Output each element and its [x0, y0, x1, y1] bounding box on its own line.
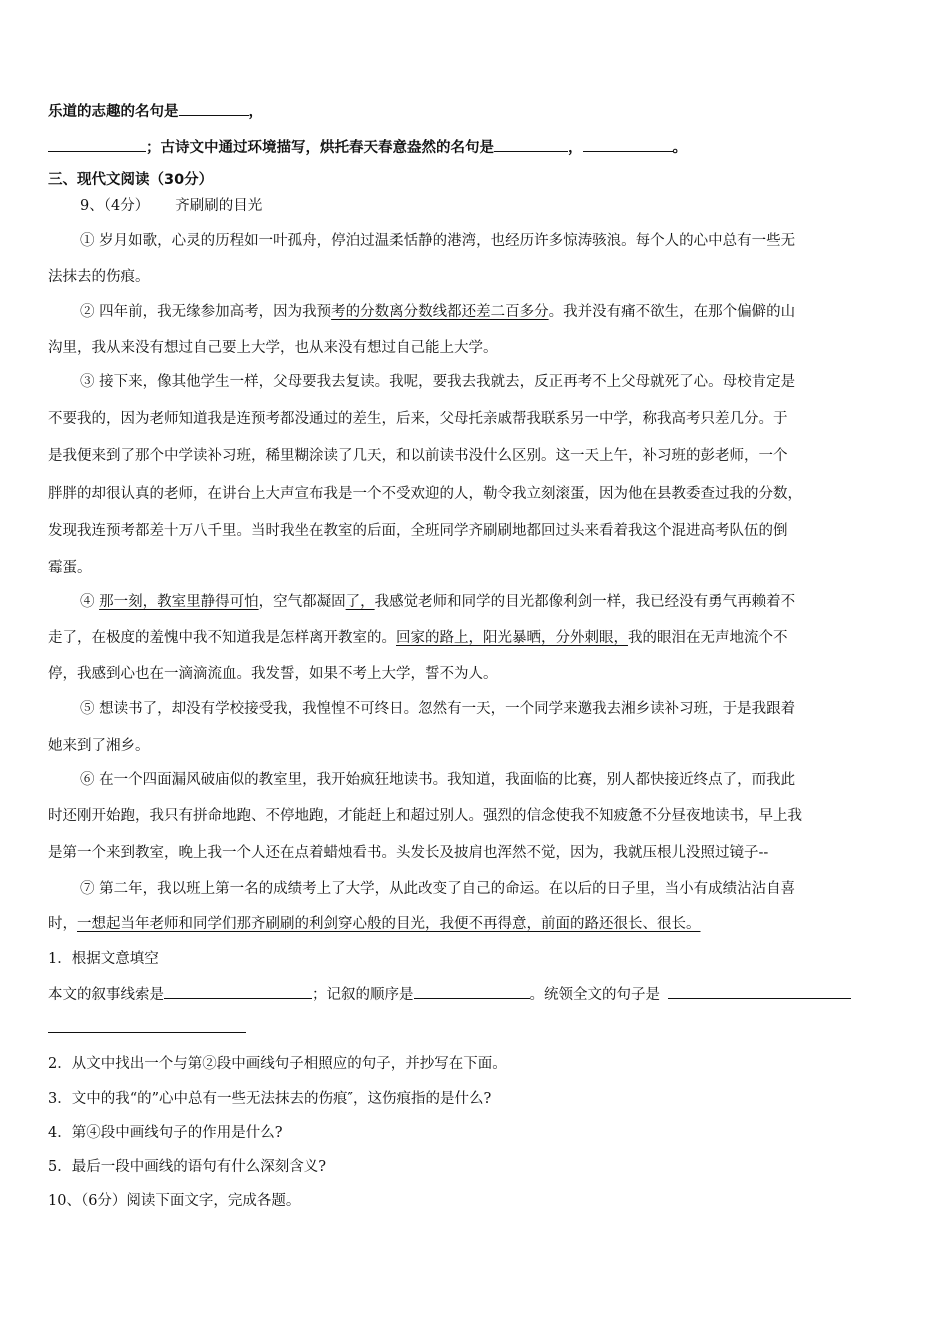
underlined-sentence: 回家的路上，阳光暴晒，分外刺眼， [396, 630, 628, 646]
question-1-blanks: 本文的叙事线索是 ；记叙的顺序是 。统领全文的句子是 [48, 984, 908, 1005]
paragraph-2: ② 四年前，我无缘参加高考，因为我预考的分数离分数线都还差二百多分。我并没有痛不欲生，在那个偏僻的山 [80, 304, 796, 320]
paragraph-7: ⑦ 第二年，我以班上第一名的成绩考上了大学，从此改变了自己的命运。在以后的日子里，当小有成绩沾沾自喜 [80, 881, 796, 897]
question-1-title: 1．根据文意填空 [48, 951, 159, 967]
answer-blank[interactable] [48, 1018, 246, 1033]
paragraph-4: ④ 那一刻，教室里静得可怕，空气都凝固了，我感觉老师和同学的目光都像利剑一样，我已经没有勇气再赖着不 [80, 594, 796, 610]
paragraph-6: ⑥ 在一个四面漏风破庙似的教室里，我开始疯狂地读书。我知道，我面临的比赛，别人都快接近终点了，而我此 [80, 772, 796, 788]
underlined-sentence: 考的分数离分数线都还差二百多分 [331, 304, 549, 320]
question-2: 2．从文中找出一个与第②段中画线句子相照应的句子，并抄写在下面。 [48, 1056, 507, 1072]
answer-blank[interactable] [583, 137, 673, 152]
answer-blank[interactable] [414, 984, 530, 999]
paragraph-1: ① 岁月如歌，心灵的历程如一叶孤舟，停泊过温柔恬静的港湾，也经历许多惊涛骇浪。每个人的心中总有一些无 [80, 233, 796, 249]
question-3: 3．文中的我“的”心中总有一些无法抹去的伤痕″，这伤痕指的是什么? [48, 1091, 492, 1107]
answer-blank[interactable] [494, 137, 568, 152]
question-9-header: 9、（4分） 齐刷刷的目光 [80, 198, 263, 214]
answer-blank[interactable] [164, 984, 312, 999]
question-text: 乐道的志趣的名句是 [48, 104, 179, 120]
fill-blank-line-2: ；古诗文中通过环境描写，烘托春天春意盎然的名句是 ， 。 [48, 137, 908, 158]
paragraph-5: ⑤ 想读书了，却没有学校接受我，我惶惶不可终日。忽然有一天，一个同学来邀我去湘乡读补习班，于是我跟着 [80, 701, 796, 717]
question-5: 5．最后一段中画线的语句有什么深刻含义? [48, 1159, 326, 1175]
underlined-sentence: 了， [345, 594, 375, 610]
answer-blank[interactable] [179, 101, 249, 116]
fill-blank-line-1: 乐道的志趣的名句是 ， [48, 101, 908, 122]
paragraph-3: ③ 接下来，像其他学生一样，父母要我去复读。我呢，要我去我就去，反正再考不上父母就死了心。母校肯定是 [80, 374, 796, 390]
exam-page: 乐道的志趣的名句是 ， ；古诗文中通过环境描写，烘托春天春意盎然的名句是 ， 。 三、现代文阅读（30分） 9、（4分） 齐刷刷的目光 ① 岁月如歌，心灵的历程如一叶孤舟，停泊过温柔恬静的港湾，也经历许多惊涛骇浪。每个人的心中总有一些无 法抹去的伤痕。 ② 四年前，我无缘参加高考，因为我预考的分数离分数线都还差二百多分。我并没有痛不欲生，在那个偏僻的山 沟里，我从来没有想过自己要上大学，也从来没有想过自己能上大学。 ③ 接下来，像其他学生一样，父母要我去复读。我呢，要我去我就去，反正再考不上父母就死了心。母校肯定是 不要我的，因为老师知道我是连预考都没通过的差生，后来，父母托亲戚帮我联系另一中学，称我高考只差几分。于 是我便来到了那个中学读补习班，稀里糊涂读了几天，和以前读书没什么区别。这一天上午，补习班的彭老师，一个 胖胖的却很认真的老师，在讲台上大声宣布我是一个不受欢迎的人，勒令我立刻滚蛋，因为他在县教委查过我的分数， 发现我连预考都差十万八千里。当时我坐在教室的后面，全班同学齐刷刷地都回过头来看着我这个混进高考队伍的倒 霉蛋。 ④ 那一刻，教室里静得可怕，空气都凝固了，我感觉老师和同学的目光都像利剑一样，我已经没有勇气再赖着不 走了，在极度的羞愧中我不知道我是怎样离开教室的。回家的路上，阳光暴晒，分外刺眼，我的眼泪在无声地流个不 停，我感到心也在一滴滴流血。我发誓，如果不考上大学，誓不为人。 ⑤ 想读书了，却没有学校接受我，我惶惶不可终日。忽然有一天，一个同学来邀我去湘乡读补习班，于是我跟着 她来到了湘乡。 ⑥ 在一个四面漏风破庙似的教室里，我开始疯狂地读书。我知道，我面临的比赛，别人都快接近终点了，而我此 时还刚开始跑，我只有拼命地跑、不停地跑，才能赶上和超过别人。强烈的信念使我不知疲惫不分昼夜地读书，早上我 是第一个来到教室，晚上我一个人还在点着蜡烛看书。头发长及披肩也浑然不觉，因为，我就压根儿没照过镜子-- ⑦ 第二年，我以班上第一名的成绩考上了大学，从此改变了自己的命运。在以后的日子里，当小有成绩沾沾自喜 时，一想起当年老师和同学们那齐刷刷的利剑穿心般的目光，我便不再得意，前面的路还很长、很长。 1．根据文意填空 本文的叙事线索是 ；记叙的顺序是 。统领全文的句子是 2．从文中找出一个与第②段中画线句子相照应的句子，并抄写在下面。 3．文中的我“的”心中总有一些无法抹去的伤痕″，这伤痕指的是什么? 4．第④段中画线句子的作用是什么? 5．最后一段中画线的语句有什么深刻含义? 10、（6分）阅读下面文字，完成各题。 [0, 0, 950, 1344]
article-title: 齐刷刷的目光 [175, 198, 263, 214]
question-text: ；古诗文中通过环境描写，烘托春天春意盎然的名句是 [146, 140, 494, 156]
underlined-sentence: 一想起当年老师和同学们那齐刷刷的利剑穿心般的目光，我便不再得意，前面的路还很长、很长。 [77, 916, 701, 932]
underlined-sentence: 那一刻，教室里静得可怕 [99, 594, 259, 610]
answer-blank[interactable] [668, 984, 851, 999]
question-4: 4．第④段中画线句子的作用是什么? [48, 1125, 283, 1141]
section-heading: 三、现代文阅读（30分） [48, 172, 214, 188]
answer-blank[interactable] [48, 137, 146, 152]
question-10-header: 10、（6分）阅读下面文字，完成各题。 [48, 1193, 301, 1209]
